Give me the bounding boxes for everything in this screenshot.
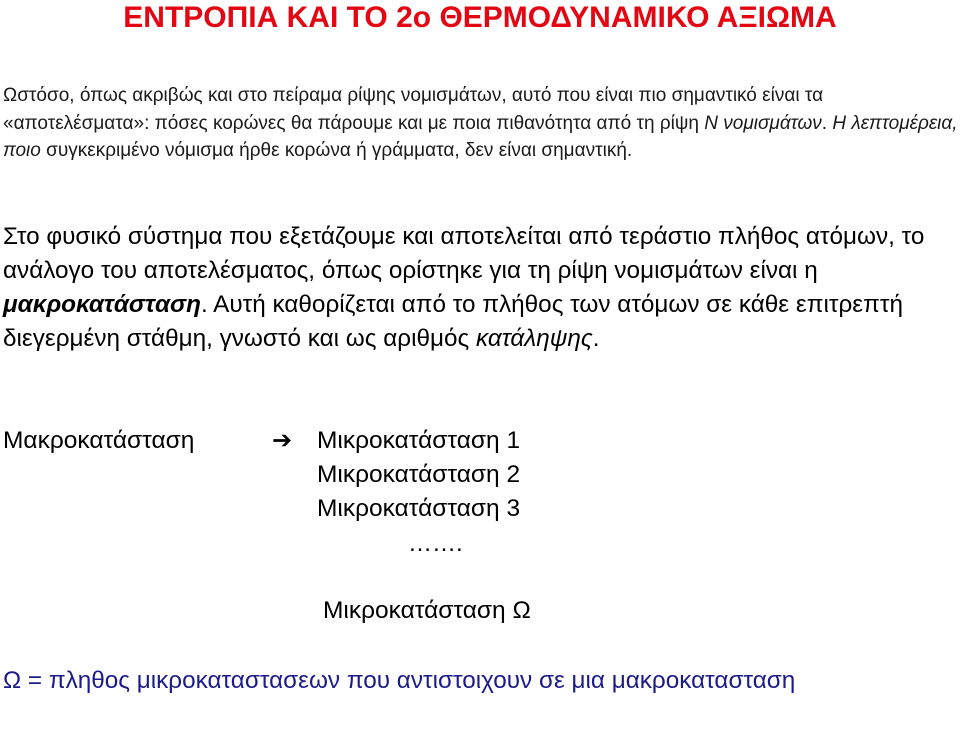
macrostate-term: μακροκατάσταση <box>3 291 201 318</box>
intro-paragraph <box>3 82 958 165</box>
intro-italic-1: Ν νομισμάτων <box>704 112 822 134</box>
omega-definition: Ω = πληθος μικροκαταστασεων που αντιστοιχουν σε μια μακροκατασταση <box>3 667 796 694</box>
microstate-item: Μικροκατάσταση 2 <box>317 461 521 488</box>
macrostate-paragraph <box>3 220 958 356</box>
macro-text-2: . Αυτή καθορίζεται από το πλήθος των ατόμων σε κάθε επιτρεπτή διεγερμένη στάθμη, γνωστό και ως αριθμός <box>3 291 903 352</box>
intro-text-2: . <box>821 112 833 134</box>
microstate-omega: Μικροκατάσταση Ω <box>323 597 531 624</box>
right-arrow-icon: ➔ <box>272 427 293 454</box>
ellipsis: ……. <box>408 530 463 557</box>
occupancy-term: κατάληψης <box>475 325 593 352</box>
microstate-item: Μικροκατάσταση 3 <box>317 495 521 522</box>
page-title: ΕΝΤΡΟΠΙΑ ΚΑΙ ΤΟ 2ο ΘΕΡΜΟΔΥΝΑΜΙΚΟ ΑΞΙΩΜΑ <box>123 1 837 34</box>
macrostate-label: Μακροκατάσταση <box>3 427 195 454</box>
microstate-item: Μικροκατάσταση 1 <box>317 427 521 454</box>
intro-text-3: συγκεκριμένο νόμισμα ήρθε κορώνα ή γράμματα, δεν είναι σημαντική. <box>40 140 633 161</box>
macro-text-1: Στο φυσικό σύστημα που εξετάζουμε και αποτελείται από τεράστιο πλήθος ατόμων, το ανάλογο του αποτελέσματος, όπως ορίστηκε για τη ρίψη νομισμάτων είναι η <box>3 223 925 284</box>
intro-text-1: Ωστόσο, όπως ακριβώς και στο πείραμα ρίψης νομισμάτων, αυτό που είναι πιο σημαντικό είναι τα «αποτελέσματα»: πόσες κορώνες θα πάρουμε και με ποια πιθανότητα από τη ρίψη <box>3 85 824 134</box>
microstate-list <box>317 424 520 526</box>
intro-italic-2: Η λεπτομέρεια, ποιο <box>3 112 958 161</box>
macro-text-3: . <box>592 325 600 352</box>
